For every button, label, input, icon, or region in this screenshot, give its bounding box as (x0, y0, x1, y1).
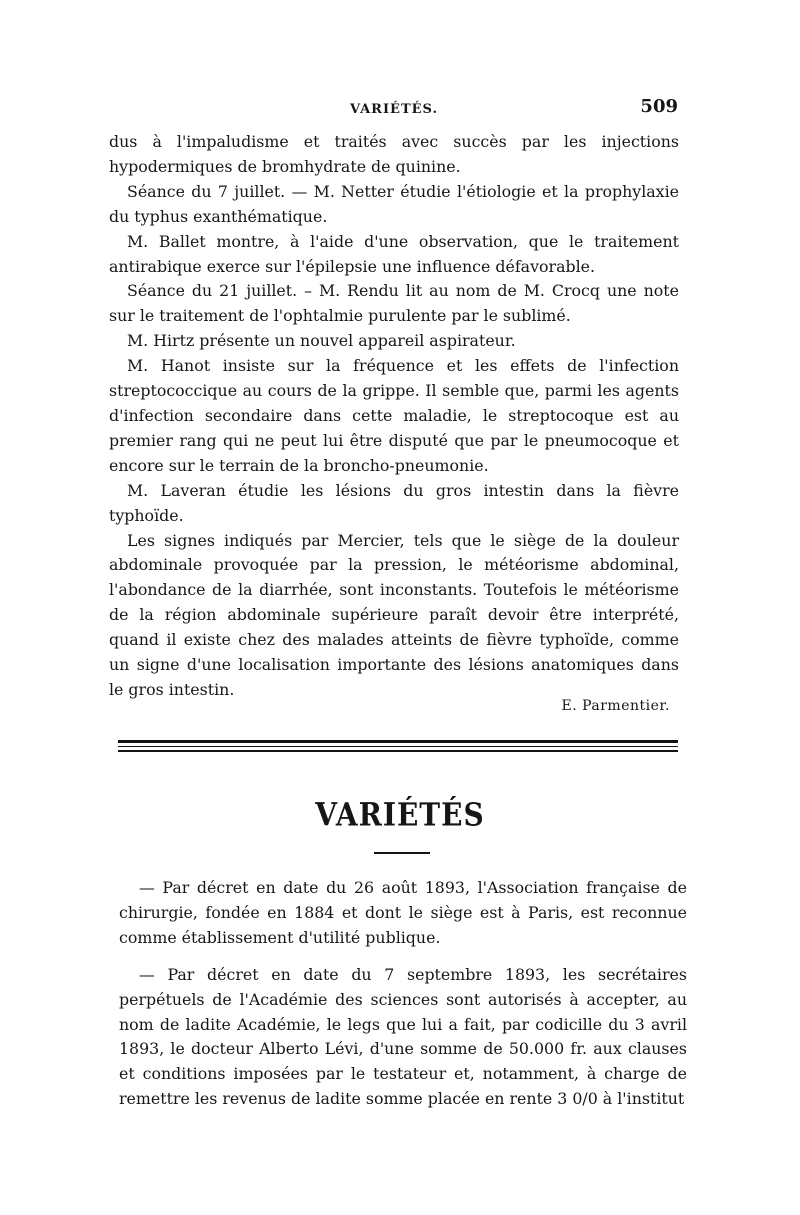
report-paragraph: M. Ballet montre, à l'aide d'une observation, que le traitement antirabique exerce sur l'épilepsie une influence défavorable. (109, 231, 679, 276)
running-title: VARIÉTÉS. (350, 102, 438, 117)
report-paragraph: M. Hanot insiste sur la fréquence et les effets de l'infection streptococcique au cours de la grippe. Il semble que, parmi les agents d'infection secondaire dans cette maladie, le streptocoque est au premier rang qui ne peut lui être disputé que par le pneumocoque et encore sur le terrain de la broncho-pneumonie. (109, 356, 679, 475)
society-report-text (109, 130, 679, 703)
news-paragraph: — Par décret en date du 7 septembre 1893, les secrétaires perpétuels de l'Académie des sciences sont autorisés à accepter, au nom de ladite Académie, le legs que lui a fait, par codicille du 3 avril 1893, le docteur Alberto Lévi, d'une somme de 50.000 fr. aux clauses et conditions imposées par le testateur et, notamment, à charge de remettre les revenus de ladite somme placée en rente 3 0/0 à l'institut (119, 964, 687, 1109)
running-head (108, 96, 680, 120)
section-divider-thin (118, 746, 678, 747)
news-paragraph: — Par décret en date du 26 août 1893, l'Association française de chirurgie, fondée en 1884 et dont le siège est à Paris, est reconnue comme établissement d'utilité publique. (119, 878, 687, 947)
report-paragraph: M. Hirtz présente un nouvel appareil aspirateur. (127, 331, 516, 351)
section-divider-bottom (118, 750, 678, 752)
report-paragraph: M. Laveran étudie les lésions du gros intestin dans la fièvre typhoïde. (109, 480, 679, 525)
author-signature: E. Parmentier. (561, 698, 670, 714)
varietes-text (119, 876, 687, 1112)
report-paragraph: Les signes indiqués par Mercier, tels que le siège de la douleur abdominale provoquée par la pression, le météorisme abdominal, l'abondance de la diarrhée, sont inconstants. Toutefois le météorisme de la région abdominale supérieure paraît devoir être interprété, quand il existe chez des malades atteints de fièvre typhoïde, comme un signe d'une localisation importante des lésions anatomiques dans le gros intestin. (109, 530, 679, 699)
report-paragraph: Séance du 7 juillet. — M. Netter étudie l'étiologie et la prophylaxie du typhus exanthématique. (109, 181, 679, 226)
section-divider-thick (118, 740, 678, 743)
page-number: 509 (640, 96, 678, 117)
report-paragraph: Séance du 21 juillet. – M. Rendu lit au nom de M. Crocq une note sur le traitement de l'ophtalmie purulente par le sublimé. (109, 281, 679, 326)
section-title: VARIÉTÉS (315, 795, 485, 834)
report-paragraph: dus à l'impaludisme et traités avec succès par les injections hypodermiques de bromhydrate de quinine. (109, 132, 679, 176)
title-underline (374, 852, 430, 854)
